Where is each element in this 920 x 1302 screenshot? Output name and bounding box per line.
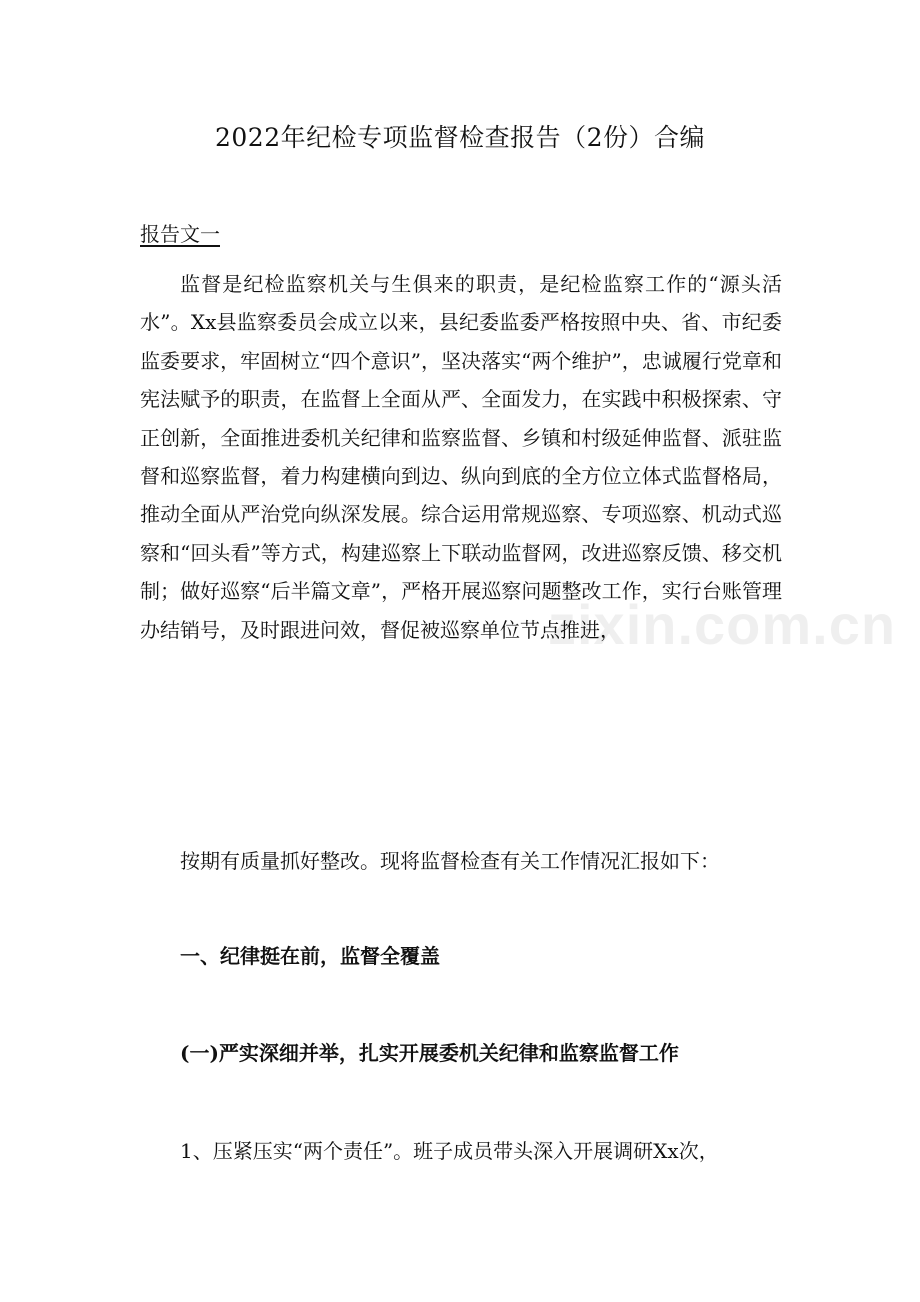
intro-paragraph: 监督是纪检监察机关与生俱来的职责，是纪检监察工作的“源头活水”。Xx县监察委员会成立以来，县纪委监委严格按照中央、省、市纪委监委要求，牢固树立“四个意识”，坚决落实“两个维护”，忠诚履行党章和宪法赋予的职责，在监督上全面从严、全面发力，在实践中积极探索、守正创新，全面推进委机关纪律和监察监督、乡镇和村级延伸监督、派驻监督和巡察监督，着力构建横向到边、纵向到底的全方位立体式监督格局，推动全面从严治党向纵深发展。综合运用常规巡察、专项巡察、机动式巡察和“回头看”等方式，构建巡察上下联动监督网，改进巡察反馈、移交机制；做好巡察“后半篇文章”，严格开展巡察问题整改工作，实行台账管理办结销号，及时跟进问效，督促被巡察单位节点推进， xyxy=(140,272,782,642)
list-item-1: 1、压紧压实“两个责任”。班子成员带头深入开展调研Xx次， xyxy=(180,1139,719,1163)
followup-line: 按期有质量抓好整改。现将监督检查有关工作情况汇报如下： xyxy=(180,849,720,873)
watermark: zixin.com.cn xyxy=(548,593,897,656)
document-title: 2022年纪检专项监督检查报告（2份）合编 xyxy=(214,123,706,152)
section-label: 报告文一 xyxy=(140,222,220,246)
heading-level-2: (一)严实深细并举，扎实开展委机关纪律和监察监督工作 xyxy=(180,1041,679,1065)
heading-level-1: 一、纪律挺在前，监督全覆盖 xyxy=(180,944,440,968)
